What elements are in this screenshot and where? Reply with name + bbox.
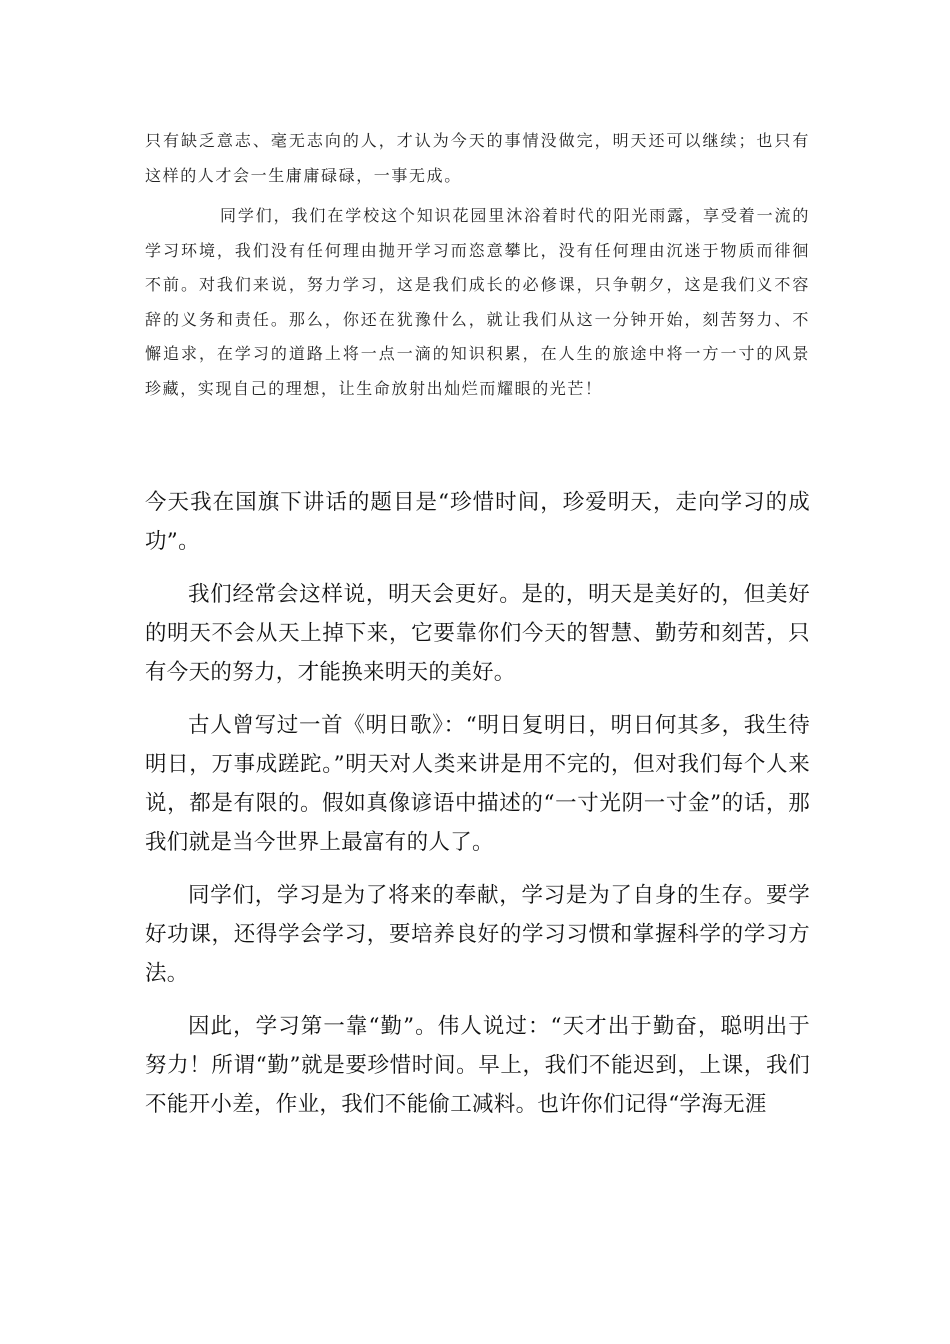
paragraph-tomorrow-better: 我们经常会这样说，明天会更好。是的，明天是美好的，但美好的明天不会从天上掉下来，它要靠你们今天的智慧、勤劳和刻苦，只有今天的努力，才能换来明天的美好。 [145, 582, 810, 685]
paragraph-speech-title: 今天我在国旗下讲话的题目是“珍惜时间，珍爱明天，走向学习的成功”。 [145, 490, 810, 554]
speech-body [145, 483, 810, 1138]
paragraph-study-environment: 同学们，我们在学校这个知识花园里沐浴着时代的阳光雨露，享受着一流的学习环境，我们没有任何理由抛开学习而恣意攀比，没有任何理由沉迷于物质而徘徊不前。对我们来说，努力学习，这是我们成长的必修课，只争朝夕，这是我们义不容辞的义务和责任。那么，你还在犹豫什么，就让我们从这一分钟开始，刻苦努力、不懈追求，在学习的道路上将一点一滴的知识积累，在人生的旅途中将一方一寸的风景珍藏，实现自己的理想，让生命放射出灿烂而耀眼的光芒！ [145, 206, 810, 398]
paragraph-diligence: 因此，学习第一靠“勤”。伟人说过：“天才出于勤奋，聪明出于努力！所谓“勤”就是要珍惜时间。早上，我们不能迟到，上课，我们不能开小差，作业，我们不能偷工减料。也许你们记得“学海无涯 [145, 1014, 810, 1117]
speech-excerpt-small-print [145, 124, 810, 406]
paragraph-perseverance: 只有缺乏意志、毫无志向的人，才认为今天的事情没做完，明天还可以继续；也只有这样的人才会一生庸庸碌碌，一事无成。 [145, 131, 810, 185]
paragraph-purpose-of-learning: 同学们，学习是为了将来的奉献，学习是为了自身的生存。要学好功课，还得学会学习，要培养良好的学习习惯和掌握科学的学习方法。 [145, 883, 810, 986]
paragraph-tomorrow-song: 古人曾写过一首《明日歌》：“明日复明日，明日何其多，我生待明日，万事成蹉跎。”明天对人类来讲是用不完的，但对我们每个人来说，都是有限的。假如真像谚语中描述的“一寸光阴一寸金”的话，那我们就是当今世界上最富有的人了。 [145, 713, 810, 855]
